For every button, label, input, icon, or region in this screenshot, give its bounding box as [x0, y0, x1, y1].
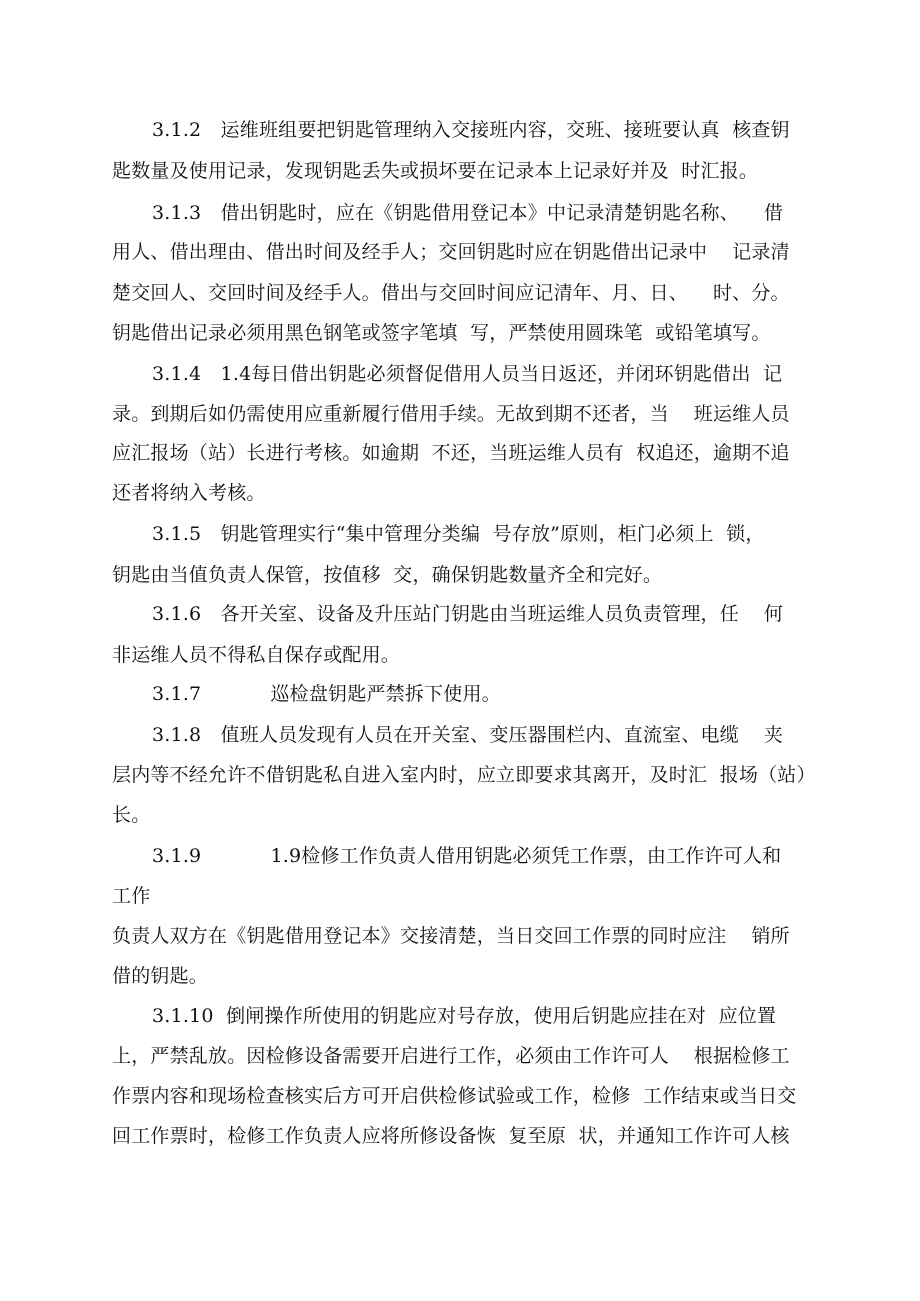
text-line: 上，严禁乱放。因检修设备需要开启进行工作，必须由工作许可人 根据检修工: [112, 1045, 790, 1067]
text-line: 3.1.7 巡检盘钥匙严禁拆下使用。: [152, 683, 501, 705]
text-line: 借的钥匙。: [112, 965, 209, 987]
text-line: 3.1.5 钥匙管理实行“集中管理分类编 号存放”原则，柜门必须上 锁，: [152, 523, 765, 545]
text-line: 匙数量及使用记录，发现钥匙丢失或损坏要在记录本上记录好并及 时汇报。: [112, 160, 759, 182]
text-line: 作票内容和现场检查核实后方可开启供检修试验或工作，检修 工作结束或当日交: [112, 1085, 797, 1107]
text-line: 钥匙借出记录必须用黑色钢笔或签字笔填 写，严禁使用圆珠笔 或铅笔填写。: [112, 322, 771, 344]
text-line: 回工作票时，检修工作负责人应将所修设备恢 复至原 状，并通知工作许可人核: [112, 1125, 790, 1147]
text-line: 用人、借出理由、借出时间及经手人；交回钥匙时应在钥匙借出记录中 记录清: [112, 241, 790, 263]
text-line: 3.1.10 倒闸操作所使用的钥匙应对号存放，使用后钥匙应挂在对 应位置: [152, 1005, 777, 1027]
text-line: 3.1.3 借出钥匙时，应在《钥匙借用登记本》中记录清楚钥匙名称、 借: [152, 202, 784, 224]
text-line: 3.1.4 1.4每日借出钥匙必须督促借用人员当日返还，并闭环钥匙借出 记: [152, 363, 783, 385]
text-line: 3.1.6 各开关室、设备及升压站门钥匙由当班运维人员负责管理，任 何: [152, 603, 784, 625]
text-line: 3.1.9 1.9检修工作负责人借用钥匙必须凭工作票，由工作许可人和: [152, 845, 782, 867]
text-line: 长。: [112, 804, 151, 826]
text-line: 层内等不经允许不借钥匙私自进入室内时，应立即要求其离开，及时汇 报场（站）: [112, 764, 816, 786]
text-line: 录。到期后如仍需使用应重新履行借用手续。无故到期不还者，当 班运维人员: [112, 403, 790, 425]
text-line: 应汇报场（站）长进行考核。如逾期 不还，当班运维人员有 权追还，逾期不追: [112, 442, 790, 464]
text-line: 3.1.2 运维班组要把钥匙管理纳入交接班内容，交班、接班要认真 核查钥: [152, 119, 790, 141]
text-line: 楚交回人、交回时间及经手人。借出与交回时间应记清年、月、日、 时、分。: [112, 282, 790, 304]
text-line: 工作: [112, 885, 151, 907]
text-line: 还者将纳入考核。: [112, 482, 266, 504]
text-line: 负责人双方在《钥匙借用登记本》交接清楚，当日交回工作票的同时应注 销所: [112, 925, 790, 947]
text-line: 钥匙由当值负责人保管，按值移 交，确保钥匙数量齐全和完好。: [112, 564, 663, 586]
text-line: 非运维人员不得私自保存或配用。: [112, 644, 401, 666]
text-line: 3.1.8 值班人员发现有人员在开关室、变压器围栏内、直流室、电缆 夹: [152, 724, 784, 746]
